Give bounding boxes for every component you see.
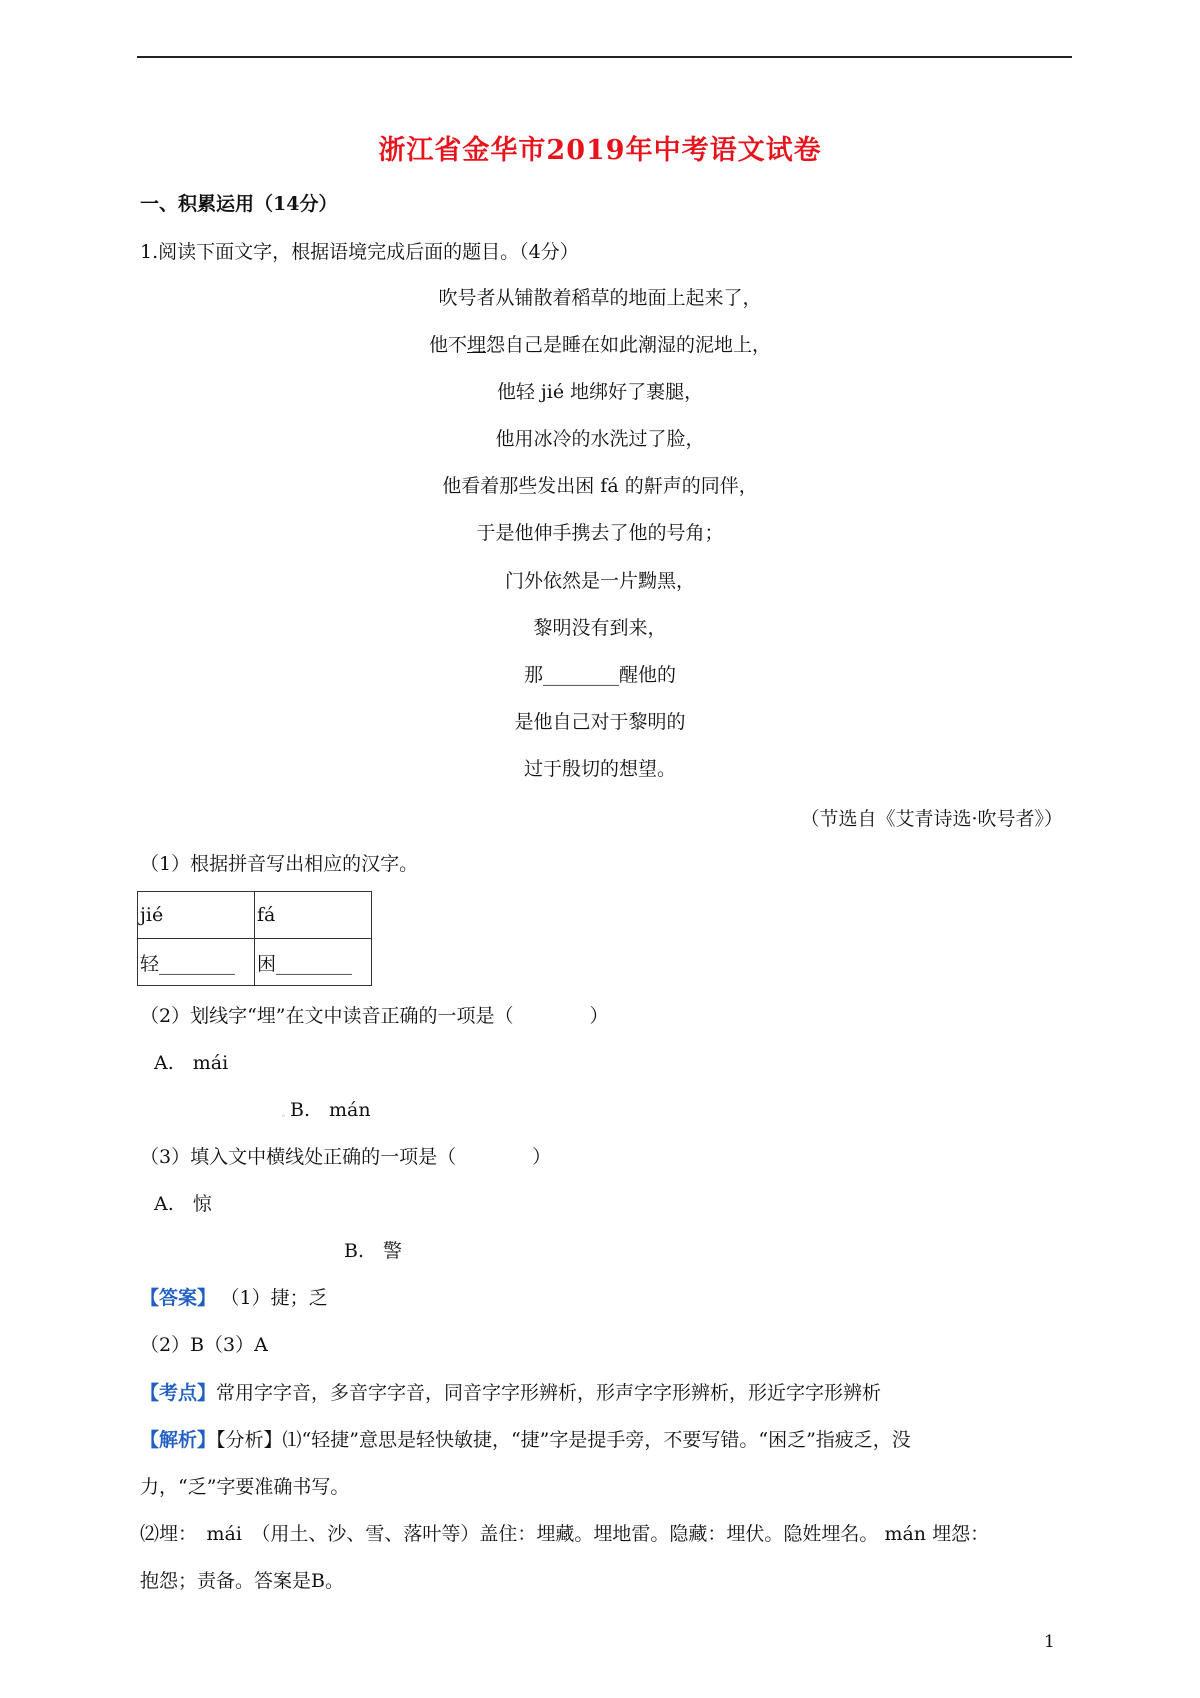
poem-line: 他用冰冷的水洗过了脸， [495,428,705,450]
poem-line: 他看着那些发出困 fá 的鼾声的同伴， [442,475,758,497]
poem-line: 是他自己对于黎明的 [514,711,686,733]
poem-line: 于是他伸手携去了他的号角； [476,522,724,544]
poem-line [0,333,1200,357]
table-row [138,892,372,939]
answer-blank-cell[interactable]: 轻________ [138,939,255,986]
poem-source: （节选自《艾青诗选·吹号者》） [800,808,1063,830]
underlined-character: 埋 [466,334,486,356]
poem-line: 吹号者从铺散着稻草的地面上起来了， [438,287,762,309]
poem-line: 那________醒他的 [523,664,676,686]
answer-blank-cell[interactable]: 困________ [255,939,372,986]
poem-line: 门外依然是一片黝黑， [504,570,695,592]
jiexi-line-3: ⑵埋： mái （用土、沙、雪、落叶等）盖住：埋藏。埋地雷。隐藏：埋伏。隐姓埋名。 mán 埋怨： [140,1523,990,1545]
page-title: 浙江省金华市2019年中考语文试卷 [378,135,822,166]
section-heading: 一、积累运用（14分） [140,193,338,215]
option-b-label: B. mán [290,1099,371,1121]
poem-line: 过于殷切的想望。 [523,758,676,780]
jiexi-tag: 【解析】 [140,1429,217,1451]
option-a[interactable]: A. 惊 [154,1193,212,1215]
answer-tag: 【答案】 [140,1287,217,1309]
page-number: 1 [1044,1632,1055,1652]
sub-question-1-prompt: （1）根据拼音写出相应的汉字。 [140,853,419,875]
kaodian-line [140,1381,881,1405]
answer-text: （1）捷；乏 [230,1287,328,1309]
table-cell: jié [138,892,255,939]
poem-line: 他轻 jié 地绑好了裹腿， [496,381,704,403]
answer-line-2: （2）B（3）A [140,1334,268,1356]
sub-question-2-prompt: （2）划线字“埋”在文中读音正确的一项是（ ） [140,1005,609,1027]
jiexi-line-4: 抱怨；责备。答案是B。 [140,1570,344,1592]
table-row [138,939,372,986]
option-b[interactable] [282,1098,371,1126]
option-b[interactable]: B. 警 [344,1240,403,1262]
kaodian-text: 常用字字音，多音字字音，同音字字形辨析，形声字字形辨析，形近字字形辨析 [216,1382,882,1404]
jiexi-text: 【分析】⑴“轻捷”意思是轻快敏捷，“捷”字是提手旁，不要写错。“困乏”指疲乏，没 [216,1429,911,1451]
poem-line: 黎明没有到来， [533,617,667,639]
stray-mark: 。 [282,1109,290,1118]
poem-text: 怨自己是睡在如此潮湿的泥地上， [486,334,772,356]
table-cell: fá [255,892,372,939]
poem-text: 他不 [428,334,467,356]
pinyin-table [137,891,372,986]
jiexi-line-2: 力，“乏”字要准确书写。 [140,1476,350,1498]
answer-line [140,1286,328,1310]
header-rule [137,56,1072,58]
question-1-prompt: 1.阅读下面文字，根据语境完成后面的题目。（4分） [140,241,579,263]
option-a[interactable]: A. mái [154,1052,229,1074]
jiexi-line [140,1428,911,1452]
sub-question-3-prompt: （3）填入文中横线处正确的一项是（ ） [140,1146,552,1168]
kaodian-tag: 【考点】 [140,1382,217,1404]
